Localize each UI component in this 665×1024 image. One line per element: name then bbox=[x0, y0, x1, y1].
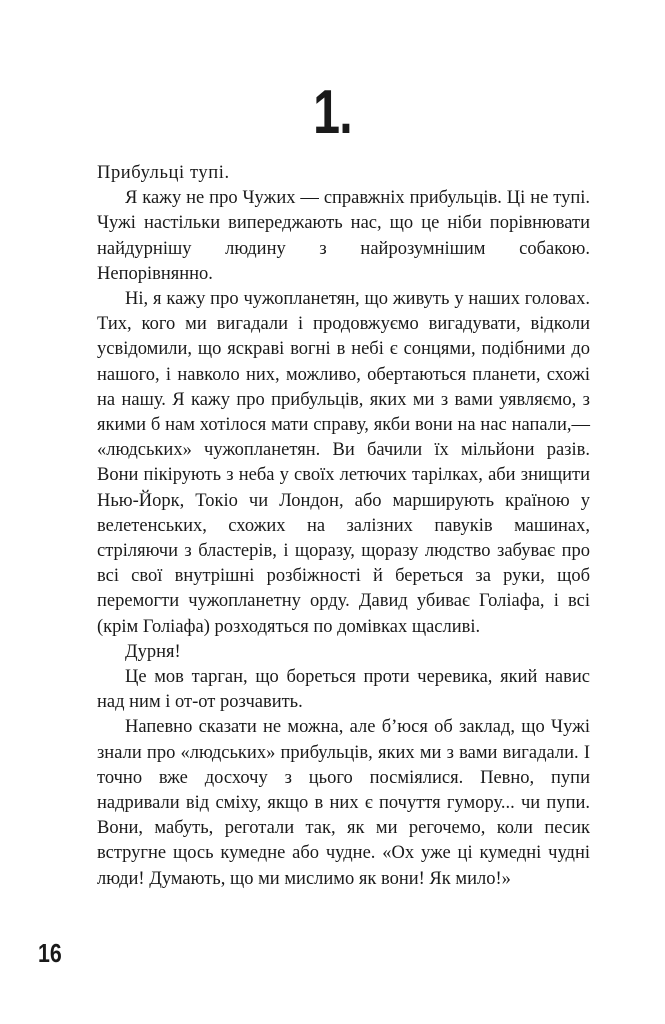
paragraph: Це мов тарган, що бореться проти черевика, який навис над ним і от-от розчавить. bbox=[97, 667, 590, 713]
paragraph: Напевно сказати не можна, але б’юся об заклад, що Чужі знали про «людських» прибульців, яких ми з вами вигадали. І точно вже досхочу з цього посміялися. Певно, пупи надривали від сміху, якщо в них є почуття гумору... чи пупи. Вони, мабуть, реготали так, як ми регочемо, коли песик встругне щось кумедне або чудне. «Ох уже ці кумедні чудні люди! Думають, що ми мислимо як вони! Як мило!» bbox=[97, 717, 590, 889]
body-text bbox=[97, 161, 590, 892]
paragraph: Я кажу не про Чужих — справжніх прибульців. Ці не тупі. Чужі настільки випереджають нас, що це ніби порівнювати найдурнішу людину з найрозумнішим собакою. Непорівнянно. bbox=[97, 188, 590, 284]
chapter-number: 1. bbox=[313, 78, 352, 147]
paragraph: Ні, я кажу про чужопланетян, що живуть у наших головах. Тих, кого ми вигадали і продовжуємо вигадувати, відколи усвідомили, що яскраві вогні в небі є сонцями, подібними до нашого, і навколо них, можливо, обертаються планети, схожі на нашу. Я кажу про прибульців, яких ми з вами уявляємо, з якими б нам хотілося мати справу, якби вони на нас напали,— «людських» чужопланетян. Ви бачили їх мільйони разів. Вони пікірують з неба у своїх летючих тарілках, аби знищити Нью-Йорк, Токіо чи Лондон, або марширують країною у велетенських, схожих на залізних павуків машинах, стріляючи з бластерів, і щоразу, щоразу людство забуває про всі свої внутрішні розбіжності й береться за руки, щоб перемогти чужопланетну орду. Давид убиває Голіафа, і всі (крім Голіафа) розходяться по домівках щасливі. bbox=[97, 289, 590, 637]
paragraph: Прибульці тупі. bbox=[97, 163, 230, 183]
page-number: 16 bbox=[38, 938, 62, 968]
paragraph: Дурня! bbox=[125, 641, 181, 662]
